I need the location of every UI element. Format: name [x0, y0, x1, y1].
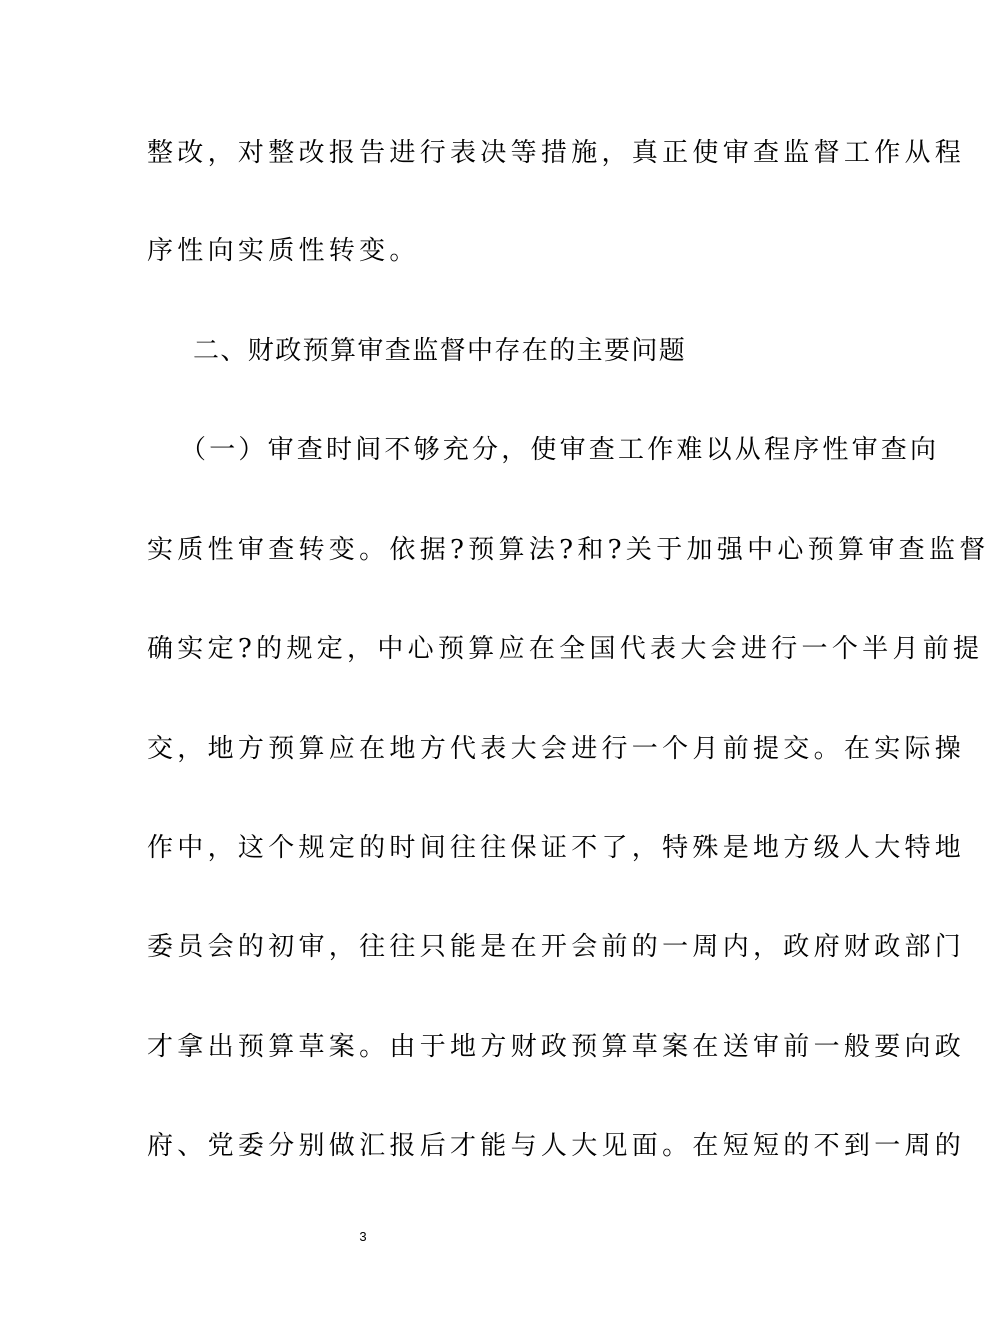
text-line-1: 整改，对整改报告进行表决等措施，真正使审查监督工作从程: [147, 138, 966, 168]
text-line-6: 确实定?的规定，中心预算应在全国代表大会进行一个半月前提: [147, 634, 984, 664]
text-line-2: 序性向实质性转变。: [147, 236, 420, 266]
section-heading: 二、财政预算审查监督中存在的主要问题: [193, 336, 687, 366]
text-line-9: 委员会的初审，往往只能是在开会前的一周内，政府财政部门: [147, 932, 966, 962]
text-line-7: 交，地方预算应在地方代表大会进行一个月前提交。在实际操: [147, 734, 966, 764]
page-number: 3: [359, 1229, 367, 1244]
text-line-10: 才拿出预算草案。由于地方财政预算草案在送审前一般要向政: [147, 1032, 966, 1062]
text-line-5: 实质性审查转变。依据?预算法?和?关于加强中心预算审查监督: [147, 535, 990, 565]
text-line-8: 作中，这个规定的时间往往保证不了，特殊是地方级人大特地: [147, 833, 966, 863]
text-line-11: 府、党委分别做汇报后才能与人大见面。在短短的不到一周的: [147, 1131, 966, 1161]
subsection-heading-line: （一）审查时间不够充分，使审查工作难以从程序性审查向: [180, 435, 940, 465]
